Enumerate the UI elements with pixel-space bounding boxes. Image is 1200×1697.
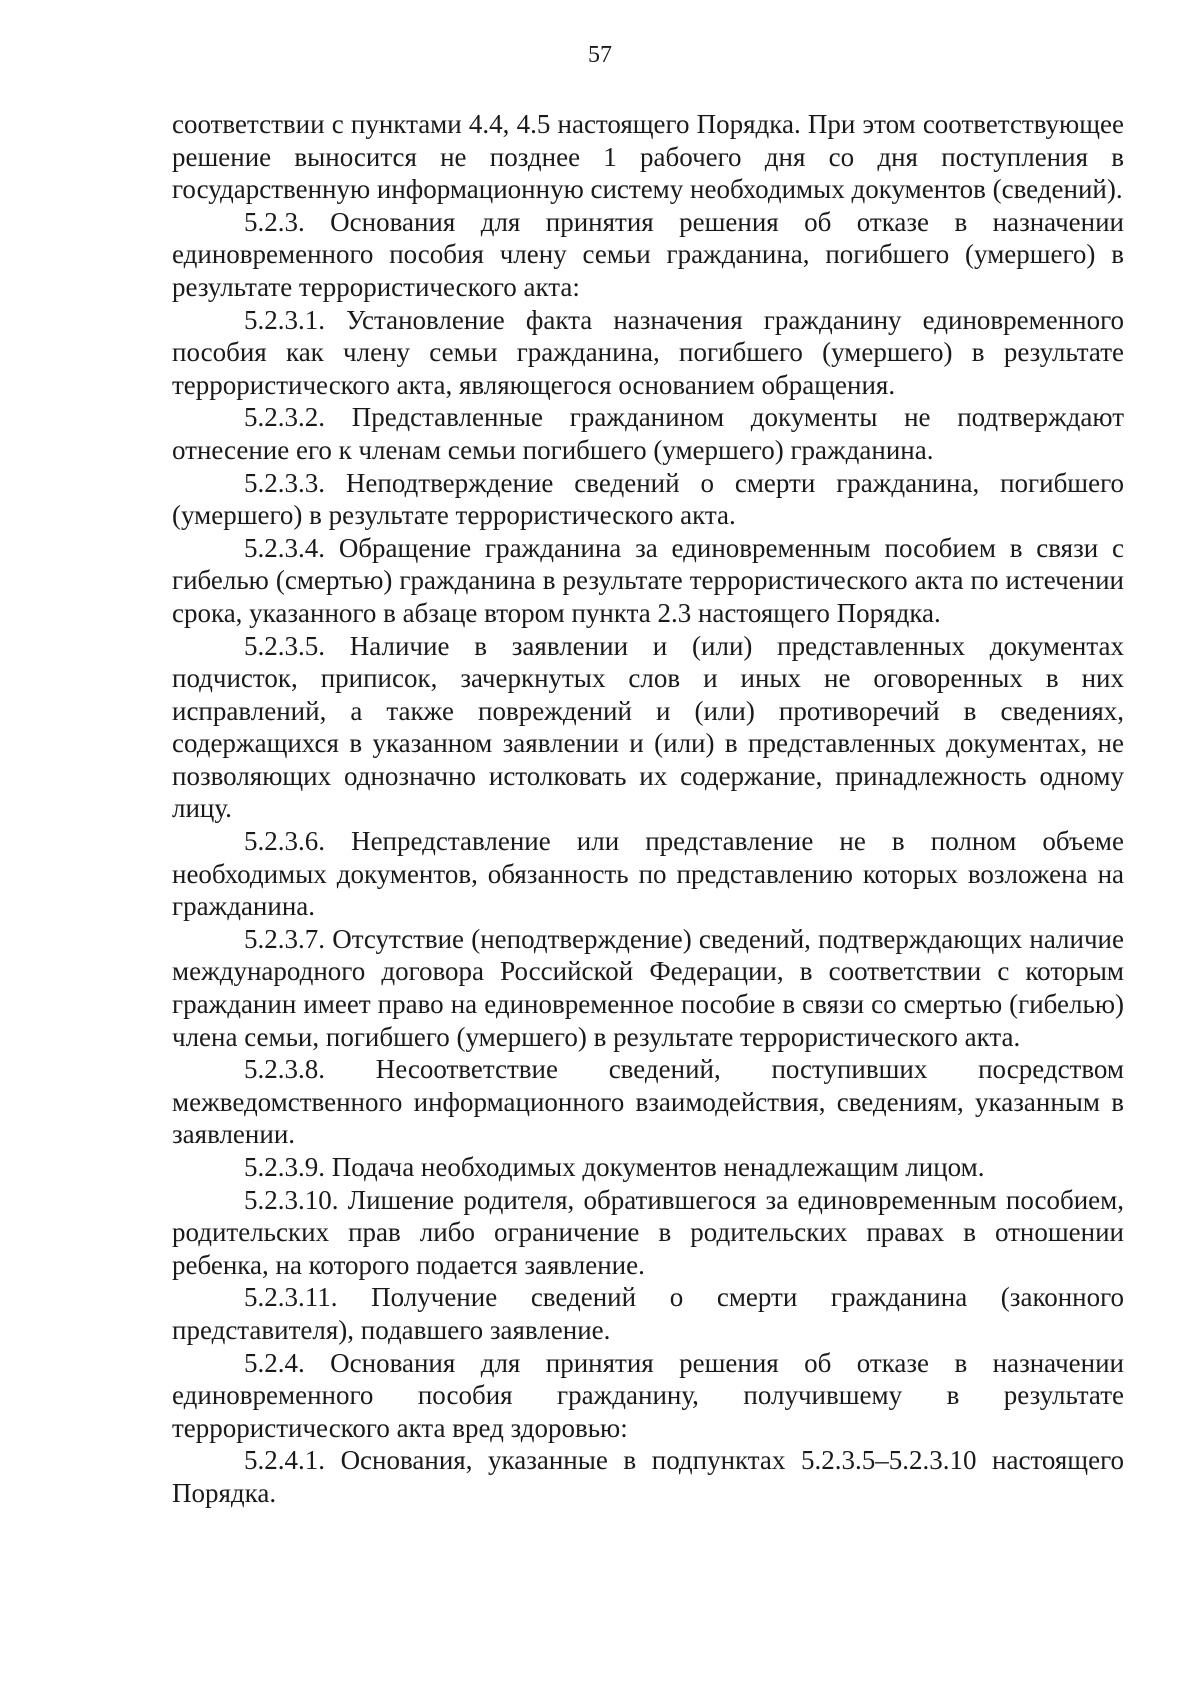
paragraph-5-2-3-6: 5.2.3.6. Непредставление или представление не в полном объеме необходимых документов, обязанность по представлению которых возложена на гражданина. — [172, 826, 1124, 922]
paragraph-5-2-3-7: 5.2.3.7. Отсутствие (неподтверждение) сведений, подтверждающих наличие международного договора Российской Федерации, в соответствии с которым гражданин имеет право на единовременное пособие в связи со смертью (гибелью) члена семьи, погибшего (умершего) в результате террористического акта. — [172, 923, 1124, 1052]
paragraph-5-2-3-8: 5.2.3.8. Несоответствие сведений, поступивших посредством межведомственного информационного взаимодействия, сведениям, указанным в заявлении. — [172, 1054, 1124, 1150]
paragraph-5-2-3-2: 5.2.3.2. Представленные гражданином документы не подтверждают отнесение его к членам семьи погибшего (умершего) гражданина. — [172, 402, 1124, 465]
paragraph-5-2-3-9: 5.2.3.9. Подача необходимых документов ненадлежащим лицом. — [244, 1152, 985, 1182]
paragraph-5-2-3-10: 5.2.3.10. Лишение родителя, обратившегося за единовременным пособием, родительских прав либо ограничение в родительских правах в отношении ребенка, на которого подается заявление. — [172, 1184, 1124, 1280]
paragraph-5-2-3-3: 5.2.3.3. Неподтверждение сведений о смерти гражданина, погибшего (умершего) в результате террористического акта. — [172, 467, 1124, 531]
page-number: 57 — [588, 42, 612, 68]
paragraph-5-2-4: 5.2.4. Основания для принятия решения об отказе в назначении единовременного пособия гражданину, получившему в результате террористического акта вред здоровью: — [172, 1347, 1124, 1443]
paragraph-5-2-3: 5.2.3. Основания для принятия решения об отказе в назначении единовременного пособия члену семьи гражданина, погибшего (умершего) в результате террористического акта: — [172, 206, 1124, 302]
paragraph-5-2-4-1: 5.2.4.1. Основания, указанные в подпунктах 5.2.3.5–5.2.3.10 настоящего Порядка. — [172, 1445, 1124, 1508]
paragraph-continuation: соответствии с пунктами 4.4, 4.5 настоящего Порядка. При этом соответствующее решение выносится не позднее 1 рабочего дня со дня поступления в государственную информационную систему необходимых документов (сведений). — [172, 109, 1124, 205]
paragraph-5-2-3-4: 5.2.3.4. Обращение гражданина за единовременным пособием в связи с гибелью (смертью) гражданина в результате террористического акта по истечении срока, указанного в абзаце втором пункта 2.3 настоящего Порядка. — [172, 532, 1124, 628]
document-body — [172, 108, 1124, 1510]
paragraph-5-2-3-5: 5.2.3.5. Наличие в заявлении и (или) представленных документах подчисток, приписок, зачеркнутых слов и иных не оговоренных в них исправлений, а также повреждений и (или) противоречий в сведениях, содержащихся в указанном заявлении и (или) в представленных документах, не позволяющих однозначно истолковать их содержание, принадлежность одному лицу. — [172, 630, 1124, 824]
paragraph-5-2-3-11: 5.2.3.11. Получение сведений о смерти гражданина (законного представителя), подавшего заявление. — [172, 1282, 1124, 1345]
paragraph-5-2-3-1: 5.2.3.1. Установление факта назначения гражданину единовременного пособия как члену семьи гражданина, погибшего (умершего) в результате террористического акта, являющегося основанием обращения. — [172, 304, 1124, 400]
